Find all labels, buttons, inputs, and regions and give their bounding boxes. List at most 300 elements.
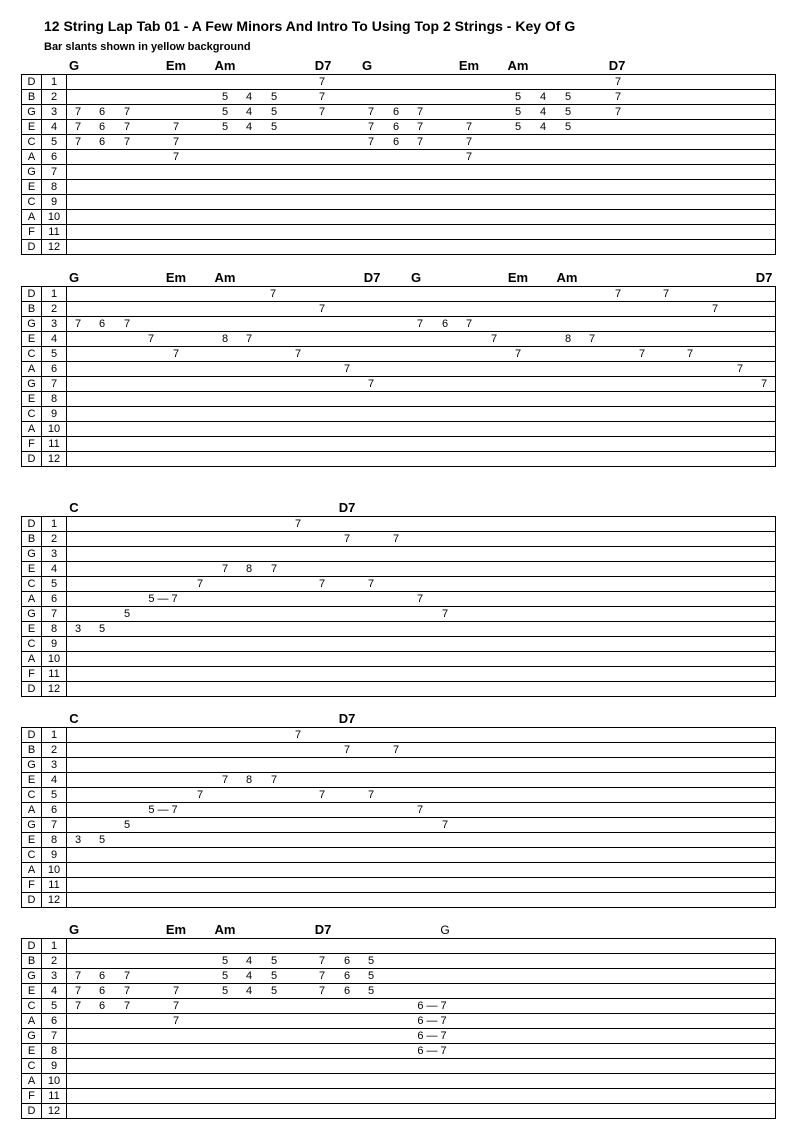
string-number-label: 9 bbox=[42, 637, 67, 651]
fret-note: 5 bbox=[564, 91, 572, 103]
chord-label: Em bbox=[165, 922, 187, 937]
string-number-label: 6 bbox=[42, 803, 67, 817]
string-number-label: 4 bbox=[42, 120, 67, 134]
string-row bbox=[21, 331, 776, 346]
fret-note: 7 bbox=[172, 136, 180, 148]
fret-note: 7 bbox=[416, 593, 424, 605]
string-row bbox=[21, 516, 776, 531]
fret-note: 7 bbox=[123, 318, 131, 330]
string-row bbox=[21, 1103, 776, 1119]
string-number-label: 4 bbox=[42, 562, 67, 576]
fret-note: 6 bbox=[441, 318, 449, 330]
string-number-label: 11 bbox=[42, 878, 67, 892]
string-tuning-label: F bbox=[22, 878, 42, 892]
string-tuning-label: D bbox=[22, 240, 42, 254]
string-tuning-label: E bbox=[22, 1044, 42, 1058]
fret-note: 8 bbox=[221, 333, 229, 345]
string-row bbox=[21, 406, 776, 421]
fret-note: 7 bbox=[123, 1000, 131, 1012]
fret-note: 6 bbox=[343, 985, 351, 997]
string-number-label: 9 bbox=[42, 407, 67, 421]
chord-label: G bbox=[361, 58, 373, 73]
fret-note: 4 bbox=[539, 106, 547, 118]
string-number-label: 3 bbox=[42, 969, 67, 983]
string-row bbox=[21, 681, 776, 697]
string-row bbox=[21, 832, 776, 847]
string-tuning-label: E bbox=[22, 562, 42, 576]
string-row bbox=[21, 998, 776, 1013]
fret-note: 7 bbox=[760, 378, 768, 390]
string-tuning-label: C bbox=[22, 347, 42, 361]
fret-note: 7 bbox=[172, 1015, 180, 1027]
fret-note: 7 bbox=[172, 1000, 180, 1012]
string-number-label: 8 bbox=[42, 622, 67, 636]
fret-note: 7 bbox=[74, 121, 82, 133]
string-tuning-label: A bbox=[22, 210, 42, 224]
fret-note: 7 bbox=[196, 789, 204, 801]
string-row bbox=[21, 436, 776, 451]
string-row bbox=[21, 757, 776, 772]
string-tuning-label: D bbox=[22, 1104, 42, 1118]
fret-note: 7 bbox=[269, 288, 277, 300]
fret-note: 6 bbox=[98, 970, 106, 982]
fret-note: 6 bbox=[392, 121, 400, 133]
fret-note: 7 bbox=[74, 318, 82, 330]
chord-label: Em bbox=[165, 270, 187, 285]
string-number-label: 10 bbox=[42, 422, 67, 436]
fret-note: 7 bbox=[392, 744, 400, 756]
string-tuning-label: E bbox=[22, 984, 42, 998]
fret-note: 8 bbox=[245, 563, 253, 575]
fret-note: 6 — 7 bbox=[417, 1000, 447, 1012]
chord-label: Am bbox=[507, 58, 529, 73]
fret-note: 5 bbox=[123, 608, 131, 620]
fret-note: 6 bbox=[392, 136, 400, 148]
fret-note: 7 bbox=[343, 744, 351, 756]
fret-note: 7 bbox=[74, 970, 82, 982]
fret-note: 7 bbox=[123, 970, 131, 982]
fret-note: 7 bbox=[367, 789, 375, 801]
string-row bbox=[21, 209, 776, 224]
fret-note: 6 bbox=[98, 318, 106, 330]
string-row bbox=[21, 802, 776, 817]
string-row bbox=[21, 149, 776, 164]
string-row bbox=[21, 983, 776, 998]
string-tuning-label: C bbox=[22, 577, 42, 591]
fret-note: 7 bbox=[172, 151, 180, 163]
string-tuning-label: G bbox=[22, 1029, 42, 1043]
fret-note: 7 bbox=[318, 970, 326, 982]
string-tuning-label: D bbox=[22, 517, 42, 531]
chord-label: G bbox=[440, 923, 450, 937]
string-tuning-label: C bbox=[22, 195, 42, 209]
string-number-label: 11 bbox=[42, 1089, 67, 1103]
string-tuning-label: A bbox=[22, 1074, 42, 1088]
string-number-label: 12 bbox=[42, 682, 67, 696]
string-tuning-label: A bbox=[22, 422, 42, 436]
fret-note: 7 bbox=[318, 578, 326, 590]
string-number-label: 9 bbox=[42, 195, 67, 209]
string-number-label: 1 bbox=[42, 728, 67, 742]
string-row bbox=[21, 391, 776, 406]
string-row bbox=[21, 862, 776, 877]
fret-note: 7 bbox=[367, 136, 375, 148]
fret-note: 3 bbox=[74, 623, 82, 635]
string-tuning-label: D bbox=[22, 287, 42, 301]
fret-note: 5 bbox=[98, 834, 106, 846]
string-row bbox=[21, 651, 776, 666]
fret-note: 4 bbox=[539, 121, 547, 133]
string-row bbox=[21, 451, 776, 467]
string-row bbox=[21, 346, 776, 361]
fret-note: 7 bbox=[74, 136, 82, 148]
fret-note: 7 bbox=[416, 106, 424, 118]
string-tuning-label: D bbox=[22, 893, 42, 907]
fret-note: 7 bbox=[221, 563, 229, 575]
string-row bbox=[21, 968, 776, 983]
page-title: 12 String Lap Tab 01 - A Few Minors And Intro To Using Top 2 Strings - Key Of G bbox=[44, 18, 576, 34]
string-number-label: 12 bbox=[42, 452, 67, 466]
string-tuning-label: G bbox=[22, 818, 42, 832]
string-row bbox=[21, 89, 776, 104]
fret-note: 7 bbox=[294, 729, 302, 741]
string-row bbox=[21, 953, 776, 968]
fret-note: 7 bbox=[367, 106, 375, 118]
string-row bbox=[21, 546, 776, 561]
string-number-label: 1 bbox=[42, 939, 67, 953]
fret-note: 7 bbox=[367, 578, 375, 590]
string-tuning-label: D bbox=[22, 939, 42, 953]
string-number-label: 12 bbox=[42, 1104, 67, 1118]
fret-note: 5 — 7 bbox=[148, 593, 178, 605]
string-row bbox=[21, 1028, 776, 1043]
fret-note: 5 bbox=[221, 91, 229, 103]
fret-note: 7 bbox=[614, 288, 622, 300]
string-tuning-label: A bbox=[22, 592, 42, 606]
fret-note: 7 bbox=[147, 333, 155, 345]
fret-note: 6 bbox=[343, 970, 351, 982]
string-number-label: 2 bbox=[42, 743, 67, 757]
chord-label: C bbox=[69, 500, 79, 515]
fret-note: 7 bbox=[343, 363, 351, 375]
string-tuning-label: D bbox=[22, 682, 42, 696]
string-row bbox=[21, 666, 776, 681]
string-tuning-label: C bbox=[22, 637, 42, 651]
fret-note: 6 bbox=[343, 955, 351, 967]
fret-note: 7 bbox=[123, 121, 131, 133]
string-number-label: 10 bbox=[42, 1074, 67, 1088]
string-row bbox=[21, 847, 776, 862]
string-row bbox=[21, 1013, 776, 1028]
fret-note: 4 bbox=[245, 91, 253, 103]
string-tuning-label: A bbox=[22, 150, 42, 164]
fret-note: 7 bbox=[318, 106, 326, 118]
string-tuning-label: C bbox=[22, 1059, 42, 1073]
string-number-label: 10 bbox=[42, 210, 67, 224]
string-number-label: 5 bbox=[42, 347, 67, 361]
fret-note: 8 bbox=[564, 333, 572, 345]
string-tuning-label: A bbox=[22, 1014, 42, 1028]
string-row bbox=[21, 576, 776, 591]
string-tuning-label: D bbox=[22, 75, 42, 89]
string-row bbox=[21, 1073, 776, 1088]
string-number-label: 9 bbox=[42, 1059, 67, 1073]
string-row bbox=[21, 621, 776, 636]
string-number-label: 3 bbox=[42, 758, 67, 772]
chord-label: Am bbox=[214, 270, 236, 285]
fret-note: 7 bbox=[367, 121, 375, 133]
fret-note: 7 bbox=[245, 333, 253, 345]
string-tuning-label: G bbox=[22, 317, 42, 331]
chord-label: D7 bbox=[314, 58, 332, 73]
string-row bbox=[21, 224, 776, 239]
chord-label: Em bbox=[507, 270, 529, 285]
fret-note: 5 bbox=[270, 970, 278, 982]
fret-note: 7 bbox=[343, 533, 351, 545]
fret-note: 4 bbox=[245, 970, 253, 982]
string-row bbox=[21, 787, 776, 802]
string-number-label: 8 bbox=[42, 1044, 67, 1058]
chord-label: G bbox=[410, 270, 422, 285]
fret-note: 5 bbox=[564, 121, 572, 133]
fret-note: 5 bbox=[221, 106, 229, 118]
fret-note: 7 bbox=[638, 348, 646, 360]
string-number-label: 5 bbox=[42, 135, 67, 149]
string-tuning-label: G bbox=[22, 105, 42, 119]
string-number-label: 6 bbox=[42, 150, 67, 164]
string-number-label: 6 bbox=[42, 592, 67, 606]
fret-note: 7 bbox=[318, 303, 326, 315]
string-tuning-label: F bbox=[22, 667, 42, 681]
fret-note: 5 bbox=[270, 106, 278, 118]
chord-label: Em bbox=[458, 58, 480, 73]
fret-note: 4 bbox=[245, 955, 253, 967]
fret-note: 6 — 7 bbox=[417, 1030, 447, 1042]
chord-label: C bbox=[69, 711, 79, 726]
string-number-label: 11 bbox=[42, 667, 67, 681]
string-tuning-label: E bbox=[22, 392, 42, 406]
fret-note: 5 bbox=[270, 985, 278, 997]
fret-note: 5 bbox=[367, 985, 375, 997]
string-number-label: 11 bbox=[42, 225, 67, 239]
string-number-label: 6 bbox=[42, 362, 67, 376]
fret-note: 5 bbox=[221, 985, 229, 997]
string-row bbox=[21, 74, 776, 89]
string-row bbox=[21, 421, 776, 436]
fret-note: 7 bbox=[172, 348, 180, 360]
fret-note: 7 bbox=[416, 121, 424, 133]
string-tuning-label: A bbox=[22, 362, 42, 376]
chord-label: D7 bbox=[755, 270, 773, 285]
fret-note: 7 bbox=[416, 136, 424, 148]
fret-note: 5 bbox=[270, 955, 278, 967]
string-number-label: 8 bbox=[42, 180, 67, 194]
string-number-label: 9 bbox=[42, 848, 67, 862]
fret-note: 7 bbox=[614, 76, 622, 88]
string-row bbox=[21, 1058, 776, 1073]
fret-note: 6 bbox=[98, 121, 106, 133]
string-row bbox=[21, 727, 776, 742]
string-row bbox=[21, 194, 776, 209]
string-tuning-label: G bbox=[22, 377, 42, 391]
fret-note: 7 bbox=[221, 774, 229, 786]
string-row bbox=[21, 179, 776, 194]
fret-note: 7 bbox=[465, 136, 473, 148]
string-tuning-label: B bbox=[22, 302, 42, 316]
string-tuning-label: B bbox=[22, 90, 42, 104]
fret-note: 6 — 7 bbox=[417, 1015, 447, 1027]
fret-note: 7 bbox=[74, 985, 82, 997]
fret-note: 7 bbox=[465, 318, 473, 330]
string-tuning-label: B bbox=[22, 743, 42, 757]
string-tuning-label: G bbox=[22, 547, 42, 561]
fret-note: 6 bbox=[98, 106, 106, 118]
string-number-label: 5 bbox=[42, 788, 67, 802]
chord-label: Am bbox=[556, 270, 578, 285]
fret-note: 7 bbox=[711, 303, 719, 315]
fret-note: 7 bbox=[465, 121, 473, 133]
fret-note: 6 bbox=[98, 985, 106, 997]
chord-label: Am bbox=[214, 58, 236, 73]
string-number-label: 5 bbox=[42, 999, 67, 1013]
string-number-label: 10 bbox=[42, 863, 67, 877]
string-number-label: 3 bbox=[42, 105, 67, 119]
fret-note: 7 bbox=[514, 348, 522, 360]
string-tuning-label: D bbox=[22, 728, 42, 742]
string-tuning-label: B bbox=[22, 954, 42, 968]
string-tuning-label: G bbox=[22, 607, 42, 621]
string-number-label: 1 bbox=[42, 287, 67, 301]
string-tuning-label: F bbox=[22, 437, 42, 451]
string-tuning-label: E bbox=[22, 622, 42, 636]
string-number-label: 4 bbox=[42, 332, 67, 346]
chord-label: D7 bbox=[608, 58, 626, 73]
string-tuning-label: G bbox=[22, 758, 42, 772]
string-tuning-label: F bbox=[22, 225, 42, 239]
string-number-label: 12 bbox=[42, 240, 67, 254]
string-row bbox=[21, 561, 776, 576]
fret-note: 5 bbox=[221, 970, 229, 982]
string-row bbox=[21, 1088, 776, 1103]
string-tuning-label: C bbox=[22, 848, 42, 862]
string-number-label: 3 bbox=[42, 547, 67, 561]
string-row bbox=[21, 772, 776, 787]
string-row bbox=[21, 606, 776, 621]
fret-note: 6 bbox=[98, 136, 106, 148]
string-tuning-label: B bbox=[22, 532, 42, 546]
string-number-label: 6 bbox=[42, 1014, 67, 1028]
fret-note: 4 bbox=[245, 106, 253, 118]
string-row bbox=[21, 239, 776, 255]
chord-label: G bbox=[68, 58, 80, 73]
fret-note: 7 bbox=[614, 106, 622, 118]
fret-note: 7 bbox=[172, 985, 180, 997]
fret-note: 5 bbox=[367, 955, 375, 967]
fret-note: 7 bbox=[318, 985, 326, 997]
string-tuning-label: G bbox=[22, 165, 42, 179]
string-number-label: 2 bbox=[42, 302, 67, 316]
chord-label: G bbox=[68, 922, 80, 937]
fret-note: 7 bbox=[318, 789, 326, 801]
chord-label: D7 bbox=[338, 711, 356, 726]
fret-note: 5 bbox=[221, 121, 229, 133]
fret-note: 5 bbox=[221, 955, 229, 967]
string-number-label: 7 bbox=[42, 377, 67, 391]
page-subtitle: Bar slants shown in yellow background bbox=[44, 41, 251, 53]
fret-note: 5 bbox=[98, 623, 106, 635]
string-row bbox=[21, 301, 776, 316]
string-tuning-label: E bbox=[22, 180, 42, 194]
string-number-label: 7 bbox=[42, 165, 67, 179]
fret-note: 5 bbox=[270, 121, 278, 133]
fret-note: 7 bbox=[123, 985, 131, 997]
fret-note: 5 bbox=[514, 121, 522, 133]
string-row bbox=[21, 892, 776, 908]
chord-label: Em bbox=[165, 58, 187, 73]
fret-note: 7 bbox=[588, 333, 596, 345]
fret-note: 7 bbox=[367, 378, 375, 390]
chord-label: G bbox=[68, 270, 80, 285]
fret-note: 7 bbox=[196, 578, 204, 590]
fret-note: 3 bbox=[74, 834, 82, 846]
string-number-label: 7 bbox=[42, 1029, 67, 1043]
fret-note: 7 bbox=[416, 804, 424, 816]
string-number-label: 1 bbox=[42, 517, 67, 531]
fret-note: 7 bbox=[318, 91, 326, 103]
fret-note: 4 bbox=[245, 985, 253, 997]
fret-note: 6 bbox=[392, 106, 400, 118]
fret-note: 7 bbox=[294, 348, 302, 360]
chord-label: D7 bbox=[314, 922, 332, 937]
string-tuning-label: E bbox=[22, 773, 42, 787]
string-number-label: 7 bbox=[42, 818, 67, 832]
string-row bbox=[21, 591, 776, 606]
fret-note: 7 bbox=[270, 774, 278, 786]
fret-note: 5 bbox=[123, 819, 131, 831]
string-row bbox=[21, 877, 776, 892]
fret-note: 5 bbox=[514, 106, 522, 118]
fret-note: 7 bbox=[490, 333, 498, 345]
string-tuning-label: F bbox=[22, 1089, 42, 1103]
string-tuning-label: D bbox=[22, 452, 42, 466]
string-row bbox=[21, 938, 776, 953]
fret-note: 7 bbox=[123, 106, 131, 118]
string-number-label: 2 bbox=[42, 532, 67, 546]
fret-note: 6 bbox=[98, 1000, 106, 1012]
fret-note: 7 bbox=[686, 348, 694, 360]
fret-note: 5 bbox=[270, 91, 278, 103]
fret-note: 4 bbox=[539, 91, 547, 103]
string-number-label: 12 bbox=[42, 893, 67, 907]
string-row bbox=[21, 636, 776, 651]
string-tuning-label: E bbox=[22, 833, 42, 847]
chord-label: D7 bbox=[363, 270, 381, 285]
fret-note: 5 bbox=[367, 970, 375, 982]
string-tuning-label: C bbox=[22, 999, 42, 1013]
chord-label: Am bbox=[214, 922, 236, 937]
fret-note: 5 bbox=[564, 106, 572, 118]
fret-note: 7 bbox=[736, 363, 744, 375]
string-row bbox=[21, 361, 776, 376]
fret-note: 6 — 7 bbox=[417, 1045, 447, 1057]
fret-note: 7 bbox=[123, 136, 131, 148]
string-tuning-label: A bbox=[22, 652, 42, 666]
string-tuning-label: A bbox=[22, 863, 42, 877]
string-number-label: 2 bbox=[42, 954, 67, 968]
string-row bbox=[21, 376, 776, 391]
string-tuning-label: A bbox=[22, 803, 42, 817]
fret-note: 7 bbox=[318, 955, 326, 967]
